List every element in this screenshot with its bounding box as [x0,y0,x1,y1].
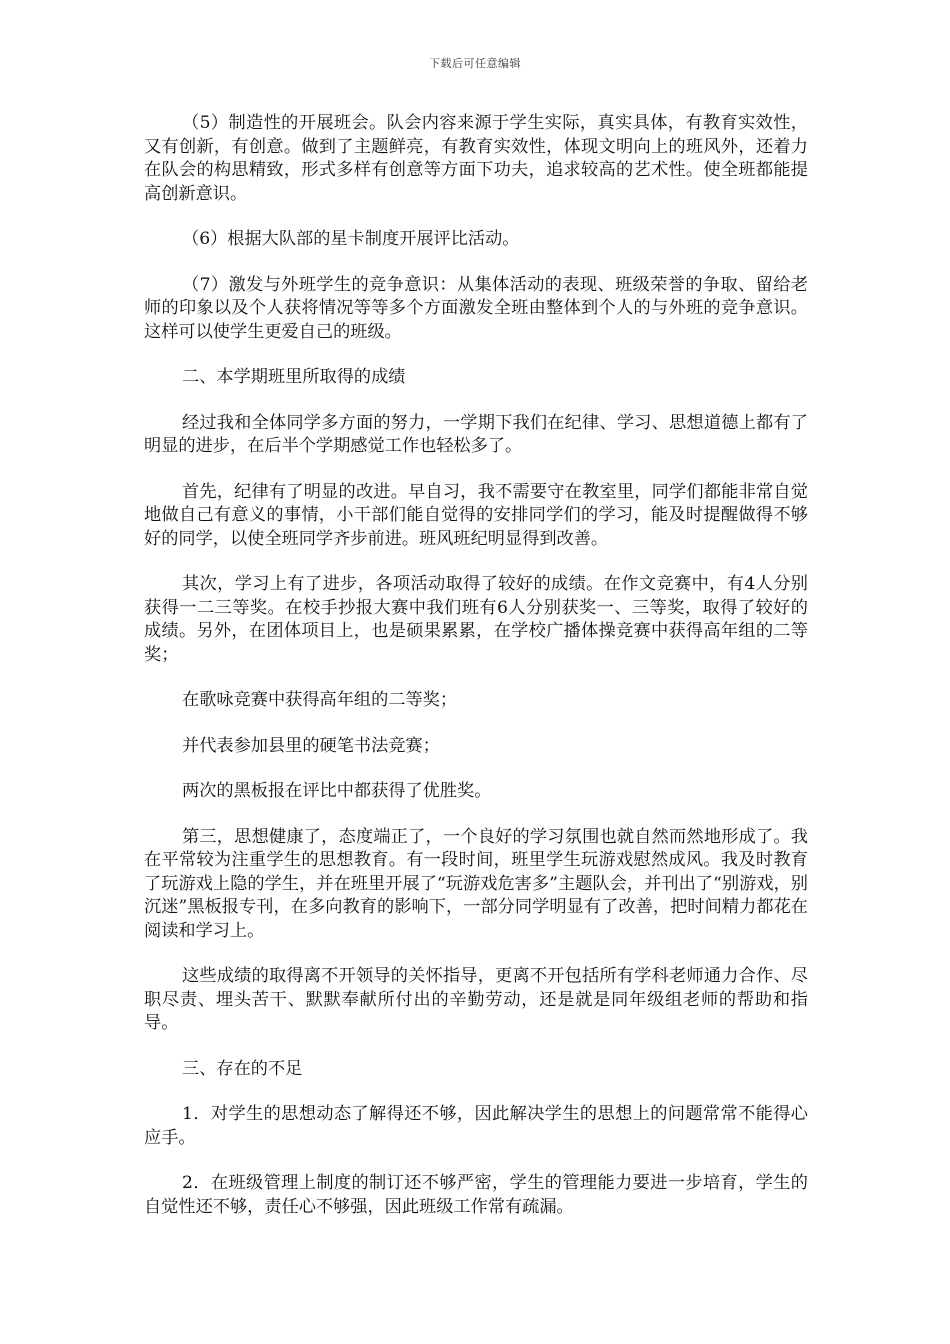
paragraph-item-5: （5）制造性的开展班会。队会内容来源于学生实际，真实具体，有教育实效性，又有创新，有创意。做到了主题鲜亮，有教育实效性，体现文明向上的班风外，还着力在队会的构思精致，形式多样有创意等方面下功夫，追求较高的艺术性。使全班都能提高创新意识。 [144,113,808,204]
paragraph-shortcoming-2: 2．在班级管理上制度的制订还不够严密，学生的管理能力要进一步培育，学生的自觉性还不够，责任心不够强，因此班级工作常有疏漏。 [144,1173,808,1217]
paragraph-shortcoming-1: 1．对学生的思想动态了解得还不够，因此解决学生的思想上的问题常常不能得心应手。 [144,1104,808,1148]
section-heading-achievements: 二、本学期班里所取得的成绩 [182,367,406,387]
paragraph-thinking: 第三，思想健康了，态度端正了，一个良好的学习氛围也就自然而然地形成了。我在平常较为注重学生的思想教育。有一段时间，班里学生玩游戏慰然成风。我及时教育了玩游戏上隐的学生，并在班里开展了“玩游戏危害多”主题队会，并刊出了“别游戏，别沉迷”黑板报专刊，在多向教育的影响下，一部分同学明显有了改善，把时间精力都花在阅读和学习上。 [144,826,808,941]
paragraph-discipline: 首先，纪律有了明显的改进。早自习，我不需要守在教室里，同学们都能非常自觉地做自己有意义的事情，小干部们能自觉得的安排同学们的学习，能及时提醒做得不够好的同学，以使全班同学齐步前进。班风班纪明显得到改善。 [144,481,808,549]
paragraph-acknowledgement: 这些成绩的取得离不开领导的关怀指导，更离不开包括所有学科老师通力合作、尽职尽责、埋头苦干、默默奉献所付出的辛勤劳动，还是就是同年级组老师的帮助和指导。 [144,966,808,1033]
paragraph-item-7: （7）激发与外班学生的竞争意识：从集体活动的表现、班级荣誉的争取、留给老师的印象以及个人获将情况等等多个方面激发全班由整体到个人的与外班的竞争意识。这样可以使学生更爱自己的班级。 [144,274,808,342]
paragraph-study: 其次，学习上有了进步，各项活动取得了较好的成绩。在作文竞赛中，有4人分别获得一二三等奖。在校手抄报大赛中我们班有6人分别获奖一、三等奖，取得了较好的成绩。另外，在团体项目上，也是硕果累累，在学校广播体操竞赛中获得高年组的二等奖； [144,574,808,665]
paragraph-singing: 在歌咏竞赛中获得高年组的二等奖； [182,690,458,710]
paragraph-blackboard: 两次的黑板报在评比中都获得了优胜奖。 [182,781,492,801]
document-body [144,112,808,1241]
section-heading-shortcomings: 三、存在的不足 [182,1058,303,1079]
paragraph-item-6: （6）根据大队部的星卡制度开展评比活动。 [182,229,520,249]
paragraph-overview: 经过我和全体同学多方面的努力，一学期下我们在纪律、学习、思想道德上都有了明显的进步，在后半个学期感觉工作也轻松多了。 [144,412,808,456]
page-header: 下载后可任意编辑 [429,57,521,70]
paragraph-calligraphy: 并代表参加县里的硬笔书法竞赛； [182,735,440,756]
